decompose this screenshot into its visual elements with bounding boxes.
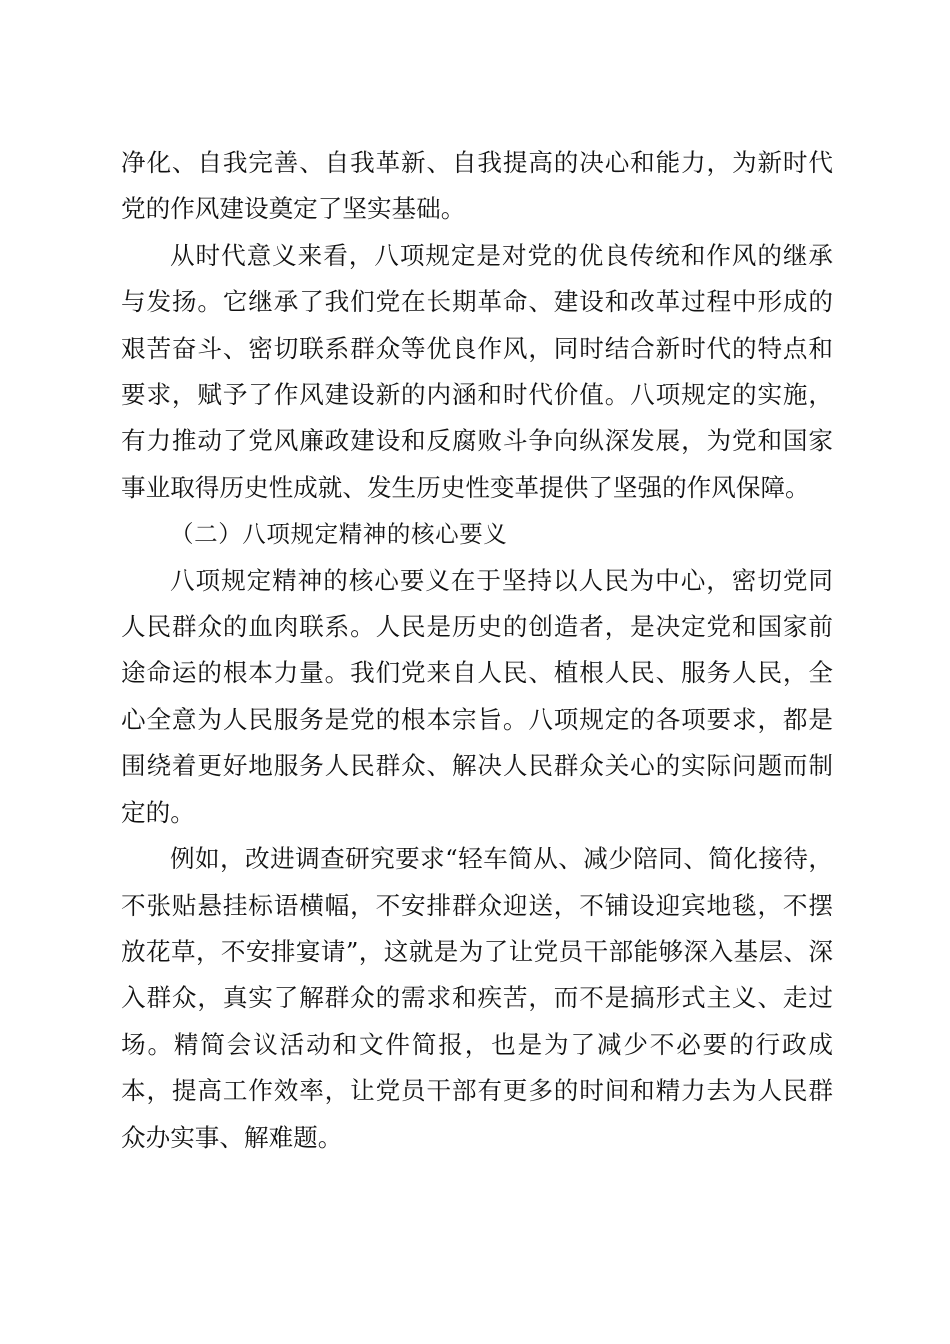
section-heading: （二）八项规定精神的核心要义 — [170, 520, 508, 549]
paragraph-example: 例如，改进调查研究要求“轻车简从、减少陪同、简化接待，不张贴悬挂标语横幅，不安排群众迎送，不铺设迎宾地毯，不摆放花草，不安排宴请”，这就是为了让党员干部能够深入基层、深入群众，真实了解群众的需求和疾苦，而不是搞形式主义、走过场。精简会议活动和文件简报，也是为了减少不必要的行政成本，提高工作效率，让党员干部有更多的时间和精力去为人民群众办实事、解难题。 — [121, 844, 833, 1152]
paragraph-historical-significance: 从时代意义来看，八项规定是对党的优良传统和作风的继承与发扬。它继承了我们党在长期革命、建设和改革过程中形成的艰苦奋斗、密切联系群众等优良作风，同时结合新时代的特点和要求，赋予了作风建设新的内涵和时代价值。八项规定的实施，有力推动了党风廉政建设和反腐败斗争向纵深发展，为党和国家事业取得历史性成就、发生历史性变革提供了坚强的作风保障。 — [121, 240, 833, 502]
document-body — [121, 140, 833, 1161]
paragraph-continuation: 净化、自我完善、自我革新、自我提高的决心和能力，为新时代党的作风建设奠定了坚实基础。 — [121, 148, 833, 224]
paragraph-core-meaning: 八项规定精神的核心要义在于坚持以人民为中心，密切党同人民群众的血肉联系。人民是历史的创造者，是决定党和国家前途命运的根本力量。我们党来自人民、植根人民、服务人民，全心全意为人民服务是党的根本宗旨。八项规定的各项要求，都是围绕着更好地服务人民群众、解决人民群众关心的实际问题而制定的。 — [121, 565, 833, 827]
